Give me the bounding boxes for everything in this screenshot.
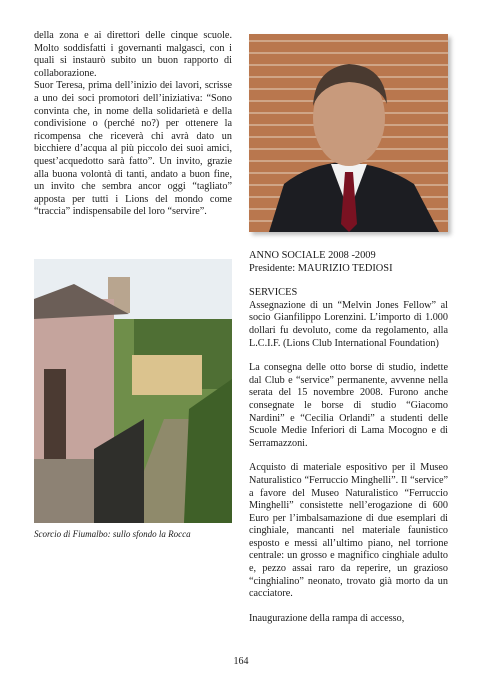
left-paragraph-1: della zona e ai direttori delle cinque scuole. Molto soddisfatti i governanti malgasci, con i quali si instaurò subito un buon rapporto di collaborazione. — [34, 30, 232, 79]
portrait-illustration — [249, 34, 448, 232]
page-number: 164 — [233, 656, 249, 667]
services-paragraph-1: Assegnazione di un “Melvin Jones Fellow” al socio Gianfilippo Lorenzini. L’importo di 1.000 dollari fu devoluto, come da regolamento, alla L.C.I.F. (Lions Club International Foundation) — [249, 299, 448, 349]
landscape-illustration — [34, 259, 232, 523]
photo-caption: Scorcio di Fiumalbo: sullo sfondo la Rocca — [34, 529, 191, 539]
president-line: Presidente: MAURIZIO TEDIOSI — [249, 262, 393, 274]
services-paragraph-3: Acquisto di materiale espositivo per il Museo Naturalistico “Ferruccio Minghelli”. Il “service” a favore del Museo Naturalistico “Ferruccio Minghelli” consistette nell’erogazione di 600 Euro per l’imbalsamazione di due esemplari di cinghiale, mancanti nel materiale faunistico esposto e messi all’ultimo piano, nel torrione centrale: un grosso e magnifico cinghiale adulto e, pezzo assai raro da reperire, un grazioso “cinghialino” neonato, trovato già morto da un cacciatore. — [249, 462, 448, 600]
services-heading: SERVICES — [249, 287, 298, 299]
left-text-column — [34, 30, 232, 219]
fiumalbo-landscape-photo — [34, 259, 232, 523]
services-paragraph-2: La consegna delle otto borse di studio, indette dal Club e “service” permanente, avvenne nella serata del 15 novembre 2008. Furono anche consegnate le borse di studio “Giacomo Nardini” e “Cecilia Orlandi” a studenti delle Scuole Medie Inferiori di Lama Mocogno e di Serramazzoni. — [249, 362, 448, 449]
president-portrait-photo — [249, 34, 448, 232]
left-paragraph-2: Suor Teresa, prima dell’inizio dei lavori, scrisse a uno dei soci promotori dell’iniziativa: “Sono convinta che, in nome della solidarietà e della condivisione o (perché no?) per ottenere la ricompensa che riceverà chi avrà dato un bicchiere d’acqua al più piccolo dei suoi amici, quest’acquedotto sarà fatto”. Un invito, grazie alla buona volontà di tanti, andato a buon fine, un invito che sembra ancor oggi “tagliato” apposta per tutti i Lions del mondo come “traccia” indispensabile del loro “servire”. — [34, 80, 232, 218]
right-text-column — [249, 250, 448, 625]
year-heading: ANNO SOCIALE 2008 -2009 — [249, 250, 376, 261]
services-paragraph-4: Inaugurazione della rampa di accesso, — [249, 612, 405, 624]
